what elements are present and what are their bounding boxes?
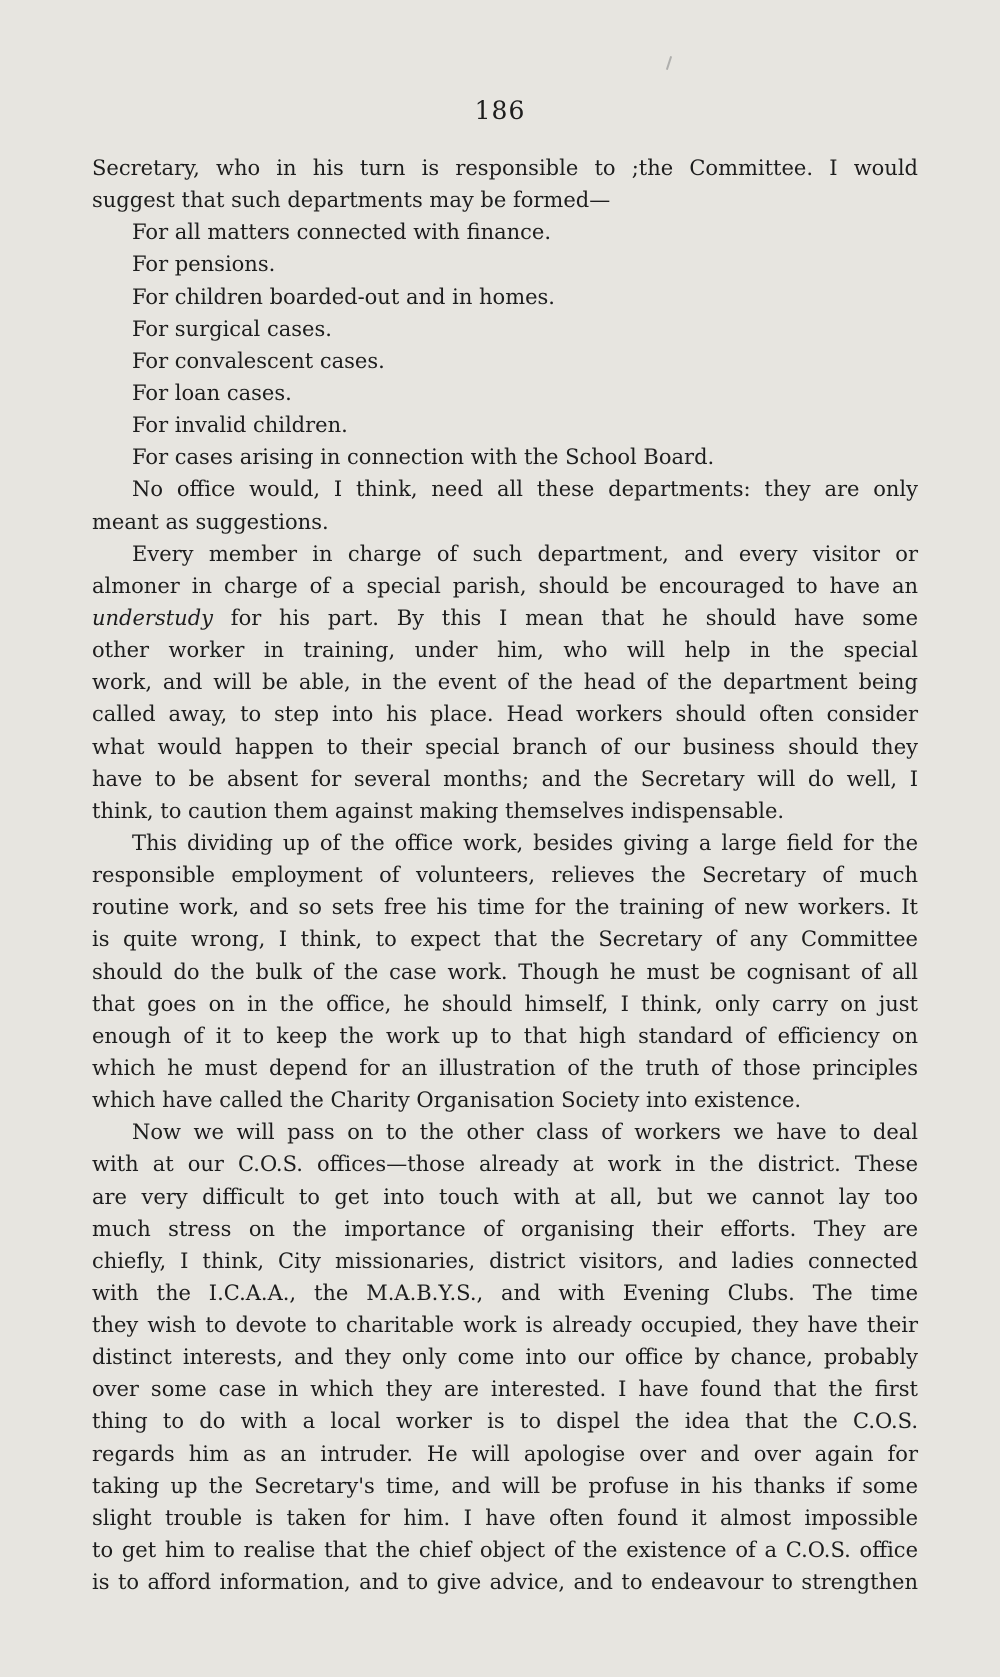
text-line: is quite wrong, I think, to expect that the Secretary of any Committee <box>92 927 918 952</box>
text-line: should do the bulk of the case work. Though he must be cognisant of all <box>92 959 918 984</box>
text-line: much stress on the importance of organising their efforts. They are <box>92 1216 918 1241</box>
text-line: routine work, and so sets free his time for the training of new workers. It <box>92 895 918 920</box>
text-line: with at our C.O.S. offices—those already at work in the district. These <box>92 1152 918 1177</box>
text-line: called away, to step into his place. Head workers should often consider <box>92 702 918 727</box>
text-line: are very difficult to get into touch with at all, but we cannot lay too <box>92 1184 918 1209</box>
text-line: that goes on in the office, he should himself, I think, only carry on just <box>92 991 918 1016</box>
text-line: chiefly, I think, City missionaries, district visitors, and ladies connected <box>92 1248 918 1273</box>
list-item: For all matters connected with finance. <box>132 220 552 245</box>
list-item: For children boarded-out and in homes. <box>132 284 555 309</box>
list-item: For pensions. <box>132 252 276 277</box>
text-line: thing to do with a local worker is to dispel the idea that the C.O.S. <box>92 1409 918 1434</box>
text-line: to get him to realise that the chief object of the existence of a C.O.S. office <box>92 1538 918 1563</box>
text-line: taking up the Secretary's time, and will be profuse in his thanks if some <box>92 1473 918 1498</box>
text-line: other worker in training, under him, who will help in the special <box>92 638 918 663</box>
text-line: with the I.C.A.A., the M.A.B.Y.S., and with Evening Clubs. The time <box>92 1280 918 1305</box>
list-item: For invalid children. <box>132 413 348 438</box>
text-line: Now we will pass on to the other class of workers we have to deal <box>132 1120 918 1145</box>
text-line: what would happen to their special branch of our business should they <box>92 734 918 759</box>
text-line: responsible employment of volunteers, relieves the Secretary of much <box>92 863 918 888</box>
text-line: which he must depend for an illustration of the truth of those principles <box>92 1055 918 1080</box>
page-number: 186 <box>474 96 526 125</box>
text-line: is to afford information, and to give advice, and to endeavour to strengthen <box>92 1570 918 1595</box>
body-text <box>92 152 918 1598</box>
text-line: Every member in charge of such department, and every visitor or <box>132 541 918 566</box>
text-line: Secretary, who in his turn is responsible to ;the Committee. I would <box>92 156 918 180</box>
stray-pencil-mark <box>666 56 672 70</box>
text-line: No office would, I think, need all these departments: they are only <box>132 477 918 502</box>
list-item: For convalescent cases. <box>132 348 385 373</box>
text-line: regards him as an intruder. He will apologise over and over again for <box>92 1441 918 1466</box>
text-line: almoner in charge of a special parish, should be encouraged to have an <box>92 573 918 598</box>
text-fragment: for his part. By this I mean that he should have some <box>213 605 918 630</box>
text-line <box>92 602 918 634</box>
text-line: meant as suggestions. <box>92 509 329 534</box>
italic-word: understudy <box>92 605 214 630</box>
text-line: work, and will be able, in the event of the head of the department being <box>92 670 918 695</box>
text-line: over some case in which they are interested. I have found that the first <box>92 1377 918 1402</box>
text-line: which have called the Charity Organisation Society into existence. <box>92 1088 802 1113</box>
text-line: This dividing up of the office work, besides giving a large field for the <box>132 830 918 855</box>
list-item: For cases arising in connection with the School Board. <box>132 445 715 470</box>
text-line: slight trouble is taken for him. I have often found it almost impossible <box>92 1505 918 1530</box>
list-item: For loan cases. <box>132 380 292 405</box>
text-line: enough of it to keep the work up to that high standard of efficiency on <box>92 1023 918 1048</box>
text-line: have to be absent for several months; and the Secretary will do well, I <box>92 766 918 791</box>
text-line: they wish to devote to charitable work is already occupied, they have their <box>92 1313 918 1338</box>
text-line: think, to caution them against making themselves indispensable. <box>92 798 785 823</box>
text-line: suggest that such departments may be formed— <box>92 188 611 213</box>
list-item: For surgical cases. <box>132 316 332 341</box>
text-line: distinct interests, and they only come into our office by chance, probably <box>92 1345 918 1370</box>
